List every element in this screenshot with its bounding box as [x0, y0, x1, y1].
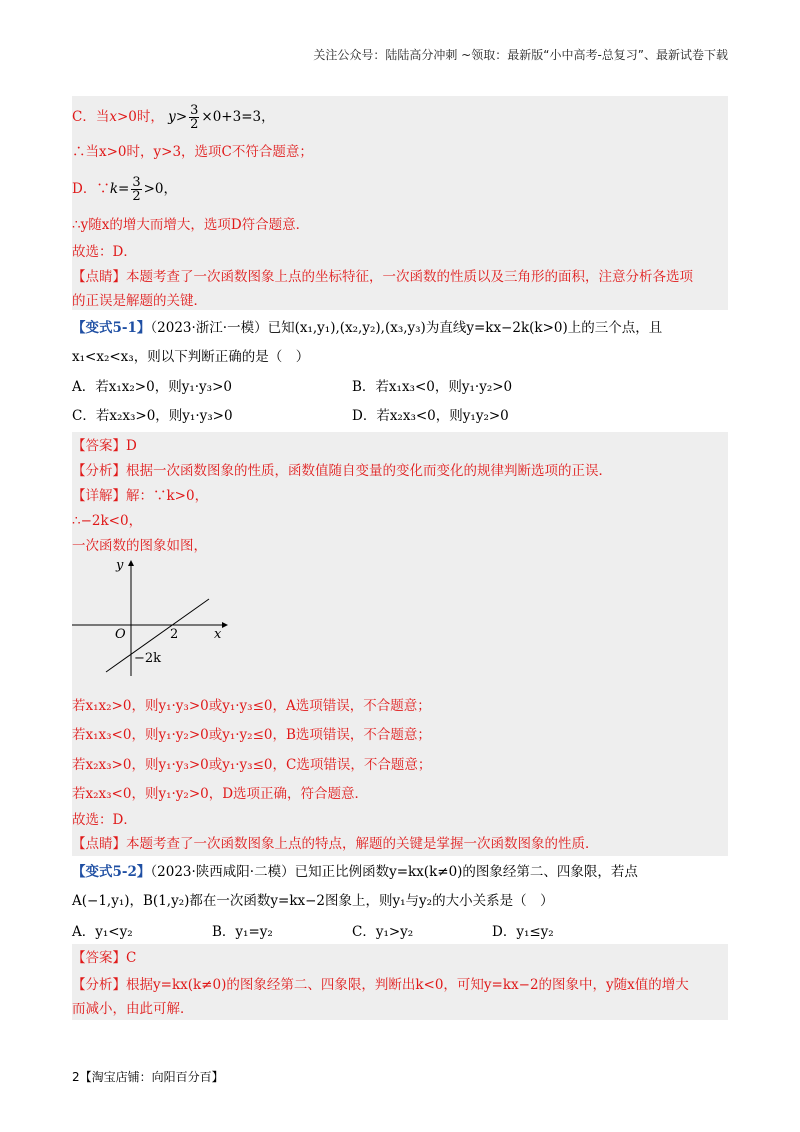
detail-5-1-line-2: ∴−2k<0，	[72, 513, 143, 529]
solution-line-d: D．∵k= $\frac{3}{2}$ >0，	[72, 175, 178, 204]
linear-function-graph	[72, 556, 232, 678]
analysis-5-1: 【分析】根据一次函数图象的性质，函数值随自变量的变化而变化的规律判断选项的正误．	[72, 463, 612, 479]
solution-line-c: C．当x>0时， y> $\frac{3}{2}$ ×0+3=3，	[72, 103, 275, 132]
analysis-5-2-line-1: 【分析】根据y=kx(k≠0)的图象经第二、四象限，判断出k<0，可知y=kx−2的图象中，y随x值的增大	[72, 977, 689, 993]
question-5-2-stem-1: 【变式5-2】（2023·陕西咸阳·二模）已知正比例函数y=kx(k≠0)的图象经第二、四象限，若点	[72, 864, 638, 880]
solution-line-c2: ∴当x>0时，y>3，选项C不符合题意；	[72, 144, 313, 160]
analysis-5-2-line-2: 而减小，由此可解．	[72, 1001, 194, 1017]
x-axis-arrow	[222, 622, 228, 628]
page-header: 关注公众号：陆陆高分冲刺 ~领取：最新版“小中高考-总复习”、最新试卷下载	[313, 48, 728, 62]
option-a: A．若x₁x₂>0，则y₁·y₃>0	[72, 379, 232, 395]
question-5-2-stem-2: A(−1,y₁)，B(1,y₂)都在一次函数y=kx−2图象上，则y₁与y₂的大小关系是（ ）	[72, 893, 554, 909]
y-intercept-label: −2k	[134, 651, 162, 666]
solution-conclusion: 故选：D．	[72, 244, 137, 260]
x-axis-label: x	[214, 627, 222, 642]
note-line-1: 【点睛】本题考查了一次函数图象上点的坐标特征，一次函数的性质以及三角形的面积，注意分析各选项	[72, 269, 693, 285]
option-a-5-2: A．y₁<y₂	[72, 924, 133, 940]
note-5-1: 【点睛】本题考查了一次函数图象上点的特点，解题的关键是掌握一次函数图象的性质．	[72, 836, 599, 852]
option-d: D．若x₂x₃<0，则y₁y₂>0	[352, 408, 509, 424]
option-b: B．若x₁x₃<0，则y₁·y₂>0	[352, 379, 513, 395]
question-5-1-stem-1: 【变式5-1】（2023·浙江·一模）已知(x₁,y₁),(x₂,y₂),(x₃,y₃)为直线y=kx−2k(k>0)上的三个点，且	[72, 320, 663, 336]
option-d-5-2: D．y₁≤y₂	[492, 924, 554, 940]
question-5-1-stem-2: x₁<x₂<x₃，则以下判断正确的是（ ）	[72, 349, 310, 365]
note-line-2: 的正误是解题的关键．	[72, 293, 207, 309]
y-axis-label: y	[116, 558, 124, 573]
answer-5-1: 【答案】D	[72, 438, 137, 454]
option-c-5-2: C．y₁>y₂	[352, 924, 414, 940]
solution-line-d2: ∴y随x的增大而增大，选项D符合题意．	[72, 217, 310, 233]
origin-label: O	[115, 627, 126, 642]
option-c: C．若x₂x₃>0，则y₁·y₃>0	[72, 408, 233, 424]
detail-5-1-line-1: 【详解】解：∵k>0，	[72, 488, 209, 504]
detail-5-1-line-3: 一次函数的图象如图，	[72, 538, 207, 554]
y-axis-arrow	[128, 560, 134, 566]
x-intercept-label: 2	[170, 627, 179, 642]
option-b-5-2: B．y₁=y₂	[212, 924, 273, 940]
judge-d: 若x₂x₃<0，则y₁·y₂>0，D选项正确，符合题意．	[72, 786, 369, 802]
judge-b: 若x₁x₃<0，则y₁·y₂>0或y₁·y₂≤0，B选项错误，不合题意；	[72, 727, 431, 743]
answer-5-2: 【答案】C	[72, 950, 137, 966]
judge-a: 若x₁x₂>0，则y₁·y₃>0或y₁·y₃≤0，A选项错误，不合题意；	[72, 698, 431, 714]
conclusion-5-1: 故选：D．	[72, 812, 137, 828]
judge-c: 若x₂x₃>0，则y₁·y₃>0或y₁·y₃≤0，C选项错误，不合题意；	[72, 757, 432, 773]
page-footer: 2【淘宝店铺：向阳百分百】	[72, 1070, 224, 1084]
